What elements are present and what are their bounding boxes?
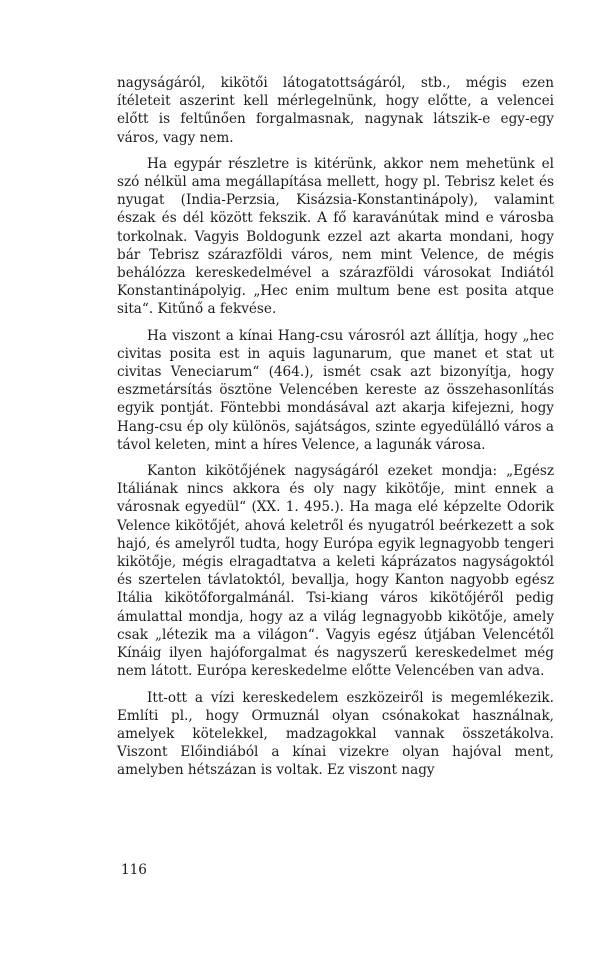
paragraph-3: Ha viszont a kínai Hang-csu városról azt állítja, hogy „hec civitas posita est in aquis lagunarum, que manet et stat ut civitas Veneciarum“ (464.), ismét csak azt bizonyítja, hogy eszmetársítás ösztöne Velencében kereste az összehasonlítás egyik pontját. Föntebbi mondásával azt akarja kifejezni, hogy Hang-csu ép oly különös, sajátságos, szinte egyedülálló város a távol keleten, mint a híres Velence, a lagunák városa. bbox=[117, 327, 554, 453]
page-number: 116 bbox=[121, 862, 147, 878]
paragraph-4: Kanton kikötőjének nagyságáról ezeket mondja: „Egész Itáliának nincs akkora és oly nagy kikötője, mint ennek a városnak egyedül“ (XX. 1. 495.). Ha maga elé képzelte Odorik Velence kikötőjét, ahová keletről és nyugatról beérkezett a sok hajó, és amelyről tudta, hogy Európa egyik legnagyobb tengeri kikötője, mégis elragadtatva a keleti káprázatos nagyságoktól és szertelen távlatoktól, bevallja, hogy Kanton nagyobb egész Itália kikötőforgalmánál. Tsi-kiang város kikötőjéről pedig ámulattal mondja, hogy az a világ legnagyobb kikötője, amely csak „létezik ma a világon“. Vagyis egész útjában Velencétől Kínáig ilyen hajóforgalmat és nagyszerű kereskedelmet még nem látott. Európa kereskedelme előtte Velencében van adva. bbox=[117, 463, 554, 680]
paragraph-2: Ha egypár részletre is kitérünk, akkor nem mehetünk el szó nélkül ama megállapítása mellett, hogy pl. Tebrisz kelet és nyugat (India-Perzsia, Kisázsia-Konstantinápoly), valamint észak és dél között fekszik. A fő karavánútak mind e városba torkolnak. Vagyis Boldogunk ezzel azt akarta mondani, hogy bár Tebrisz szárazföldi város, nem mint Velence, de mégis behálózza kereskedelmével a szárazföldi városokat Indiától Konstantinápolyig. „Hec enim multum bene est posita atque sita“. Kitűnő a fekvése. bbox=[117, 155, 554, 318]
page-text bbox=[117, 74, 554, 788]
paragraph-1: nagyságáról, kikötői látogatottságáról, stb., mégis ezen ítéleteit aszerint kell mérlegelnünk, hogy előtte, a velencei előtt is feltűnően forgalmasnak, nagynak látszik-e egy-egy város, vagy nem. bbox=[117, 75, 554, 146]
paragraph-5: Itt-ott a vízi kereskedelem eszközeiről is megemlékezik. Említi pl., hogy Ormuznál olyan csónakokat használnak, amelyek kötelekkel, madzagokkal vannak összetákolva. Viszont Előindiából a kínai vizekre olyan hajóval ment, amelyben hétszázan is voltak. Ez viszont nagy bbox=[117, 689, 554, 779]
